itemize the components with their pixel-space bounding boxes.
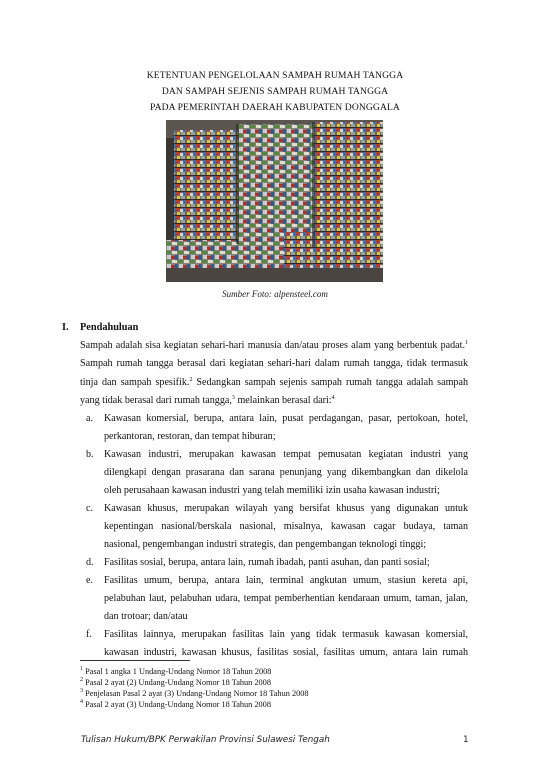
list-item-line: dan trotoar; dan/atau <box>104 611 188 622</box>
section-number: I. <box>62 322 69 333</box>
title-line-2: DAN SAMPAH SEJENIS SAMPAH RUMAH TANGGA <box>161 86 389 97</box>
section-title: Pendahuluan <box>80 322 139 333</box>
list-item-line: Kawasan industri, merupakan kawasan tempat pemusatan kegiatan industri yang <box>104 449 468 460</box>
intro-line-2: Sampah rumah tangga berasal dari kegiatan sehari-hari dalam rumah tangga, tidak termasuk <box>80 358 468 369</box>
list-item-line: perkantoran, restoran, dan tempat hiburan; <box>104 431 276 442</box>
footnote-1: $^1$ Pasal 1 angka 1 Undang-Undang Nomor 18 Tahun 2008 <box>80 666 272 676</box>
title-line-3: PADA PEMERINTAH DAERAH KABUPATEN DONGGALA <box>150 102 400 113</box>
intro-line-3: tinja dan sampah spesifik.$^2$ Sedangkan sampah sejenis sampah rumah tangga adalah sampah <box>80 377 468 388</box>
list-item-line: Kawasan komersial, berupa, antara lain, pusat perdagangan, pasar, pertokoan, hotel, <box>104 413 468 424</box>
photo-caption: Sumber Foto: alpensteel.com <box>222 289 328 299</box>
footnote-4: $^4$ Pasal 2 ayat (3) Undang-Undang Nomor 18 Tahun 2008 <box>80 699 271 709</box>
intro-line-1: Sampah adalah sisa kegiatan sehari-hari manusia dan/atau proses alam yang berbentuk padat.$^1$ <box>80 340 468 351</box>
footer-text: Tulisan Hukum/BPK Perwakilan Provinsi Sulawesi Tengah <box>81 735 330 745</box>
title-line-1: KETENTUAN PENGELOLAAN SAMPAH RUMAH TANGGA <box>146 70 404 81</box>
list-marker: f. <box>86 629 92 640</box>
page-number: 1 <box>463 735 469 745</box>
list-marker: e. <box>86 575 94 586</box>
list-marker: c. <box>86 503 94 514</box>
list-item-line: kepentingan nasional/berskala nasional, misalnya, kawasan cagar budaya, taman <box>104 521 468 532</box>
list-item-line: Fasilitas lainnya, merupakan fasilitas lain yang tidak termasuk kawasan komersial, <box>104 629 468 640</box>
list-item-line: Fasilitas umum, berupa, antara lain, terminal angkutan umum, stasiun kereta api, <box>104 575 468 586</box>
list-item-line: Fasilitas sosial, berupa, antara lain, rumah ibadah, panti asuhan, dan panti sosial; <box>104 557 430 568</box>
list-item-line: dilengkapi dengan prasarana dan sarana penunjang yang dikembangkan dan dikelola <box>104 467 468 478</box>
footnote-divider <box>80 660 190 661</box>
footnote-3: $^3$ Penjelasan Pasal 2 ayat (3) Undang-Undang Nomor 18 Tahun 2008 <box>80 688 309 698</box>
list-item-line: kawasan industri, kawasan khusus, fasilitas sosial, fasilitas umum, antara lain rumah <box>104 647 468 658</box>
list-item-line: pelabuhan laut, pelabuhan udara, tempat pemberhentian kendaraan umum, taman, jalan, <box>104 593 468 604</box>
list-marker: b. <box>86 449 94 460</box>
crushed-cans-photo <box>166 120 383 282</box>
list-marker: d. <box>86 557 94 568</box>
list-item-line: nasional, pengembangan industri strategis, dan pengembangan teknologi tinggi; <box>104 539 427 550</box>
intro-line-4: yang tidak berasal dari rumah tangga,$^3$ melainkan berasal dari:$^4$ <box>80 395 335 406</box>
footnote-2: $^2$ Pasal 2 ayat (2) Undang-Undang Nomor 18 Tahun 2008 <box>80 677 271 687</box>
list-item-line: Kawasan khusus, merupakan wilayah yang bersifat khusus yang digunakan untuk <box>104 503 468 514</box>
list-marker: a. <box>86 413 94 424</box>
list-item-line: oleh perusahaan kawasan industri yang telah memiliki izin usaha kawasan industri; <box>104 485 440 496</box>
